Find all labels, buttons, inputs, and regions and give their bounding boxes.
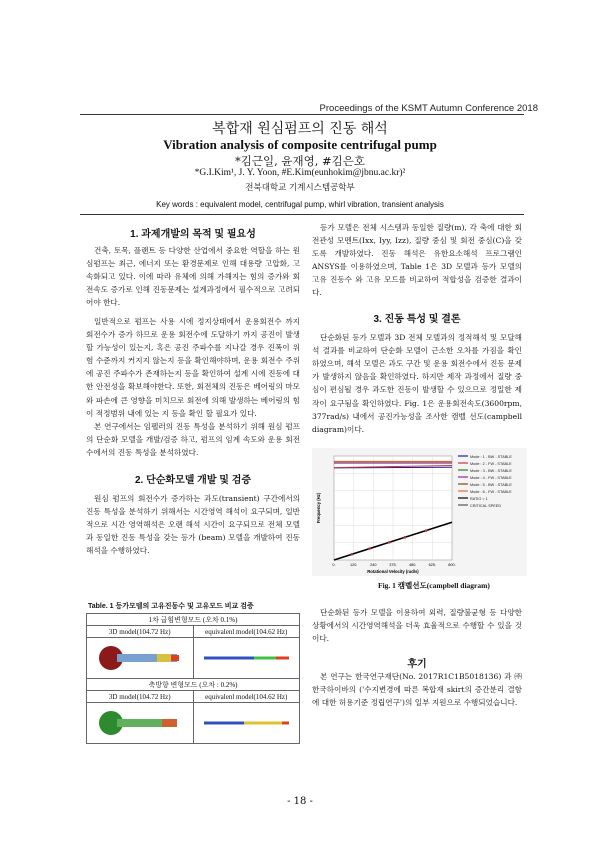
comparison-table: [86, 613, 300, 744]
section-1-title: 1. 과제개발의 목적 및 필요성: [130, 229, 256, 240]
table-cell: 3D model(104.72 Hz): [87, 691, 194, 703]
keywords-rule: [80, 214, 524, 215]
table-cell-image: [87, 638, 194, 679]
pump-3d-bending-render: [87, 638, 192, 678]
title-english: Vibration analysis of composite centrifugal pump: [163, 137, 437, 152]
table-cell-image: [87, 703, 194, 744]
section-1-body: [86, 244, 300, 459]
x-tick-label: 375.: [389, 563, 397, 567]
proceedings-header: Proceedings of the KSMT Autumn Conference 2018: [319, 103, 538, 114]
x-tick-label: 240: [370, 563, 377, 567]
x-tick-label: 800.: [448, 563, 456, 567]
left-column: [86, 221, 300, 557]
authors-korean: *김근일, 윤재영, #김은호: [235, 154, 365, 168]
acknowledgment-title: 후기: [407, 659, 427, 670]
x-tick-label: 120.: [349, 563, 358, 567]
legend-label: Mode : 3 - BW - STABLE: [470, 469, 512, 473]
x-tick-label: 480.: [408, 563, 417, 567]
paragraph: 등가 모델은 전체 시스템과 동일한 질량(m), 각 축에 대한 회전관성 모멘트(Ixx, Iyy, Izz), 질량 중심 및 회전 중심(C)을 갖도록 개발하였다. 진동 해석은 유한요소해석 프로그램인 ANSYS를 이용하였으며, Table 1은 3D 모델과 등가 모델의 고유 진동수 와 고유 모드를 비교하여 적합성을 검증한 결과이다.: [312, 223, 522, 298]
section-3-body: [312, 331, 522, 435]
table-cell-image: [193, 703, 300, 744]
paragraph: 단순화된 등가 모델과 3D 전체 모델과의 정적해석 및 모달해석 결과를 비교하여 단순화 모델이 근소한 오차를 가짐을 확인하였으며, 해석 모델은 과도 구간 및 운용 회전수에서 진동 문제가 발생하지 않음을 확인하였다. 하지만 제작 과정에서 질량 중심이 편심될 경우 과도한 진동이 발생할 수 있으므로 정밀한 제작이 요구됨을 확인하였다. Fig. 1은 운용회전속도(3600rpm, 377rad/s) 내에서 공진가능성을 조사한 캠벨 선도(campbell diagram)이다.: [312, 333, 522, 434]
paragraph: 원심 펌프의 회전수가 증가하는 과도(transient) 구간에서의 진동 특성을 분석하기 위해서는 시간영역 해석이 요구되며, 일반적으로 시간 영역해석은 오랜 해석 시간이 요구되므로 전체 모델과 동일한 진동 특성을 갖는 등가 (beam) 모델을 개발하여 진동해석을 수행하였다.: [86, 493, 300, 555]
table-row-header: 1차 굽힘변형모드 (오차 0.1%): [87, 614, 300, 626]
section-3-title: 3. 진동 특성 및 결론: [373, 314, 461, 326]
acknowledgment-body: [312, 670, 522, 709]
paragraph: 본 연구에서는 임펠러의 진동 특성을 분석하기 위해 원심 펌프의 단순화 모델을 개발/검증 하고, 펌프의 임계 속도와 운용 회전수에서의 진동 특성을 분석하였다.: [86, 421, 300, 457]
table-cell: 3D model(104.72 Hz): [87, 626, 194, 638]
figure-caption: Fig. 1 캠벨선도(campbell diagram): [378, 581, 490, 590]
x-axis-label: Rotational Velocity (rad/s): [367, 569, 419, 574]
conclusion-body: [312, 606, 522, 645]
title-korean: 복합재 원심펌프의 진동 해석: [212, 121, 388, 137]
pump-3d-axial-render: [87, 703, 192, 743]
section-2-title: 2. 단순화모델 개발 및 검증: [134, 474, 252, 486]
legend-label: Mode : 2 - FW - STABLE: [470, 462, 512, 466]
page-number: - 18 -: [287, 796, 313, 807]
legend-label: Mode : 5 - BW - STABLE: [470, 483, 512, 487]
legend-label: RATIO = 1: [470, 497, 488, 501]
critical-speed-marker: [404, 536, 407, 539]
equivalent-bending-render: [194, 638, 299, 678]
table-cell-image: [193, 638, 300, 679]
paragraph: 일반적으로 펌프는 사용 시에 정지상태에서 운용회전수 까지 회전수가 증가 하므로 운용 회전수에 도달하기 까지 공진이 발생할 가능성이 있는지, 혹은 공진 주파수를 지나갈 경우 진폭이 위험 수준까지 커지지 않는지 등을 확인해야하며, 운용 회전수 주위에 공진 주파수가 존재하는지 등을 확인하여 설계 시에 진동에 대한 안전성을 확보해야한다. 또한, 회전체의 진동은 베어링의 마모와 파손에 큰 영향을 미치므로 회전에 의해 발생하는 베어링의 힘이 적정범위 내에 있는 지 등을 확인 할 필요가 있다.: [86, 317, 300, 418]
legend-label: Mode : 4 - FW - STABLE: [470, 476, 512, 480]
table-row-header: 축방향 변형모드 (오차 : 0.2%): [87, 679, 300, 691]
campbell-diagram: [312, 448, 527, 576]
authors-english: *G.I.Kim¹, J. Y. Yoon, #E.Kim(eunhokim@jbnu.ac.kr)²: [194, 168, 406, 178]
legend-label: Mode : 1 - BW - STABLE: [470, 455, 512, 459]
table-cell: equivalenl model(104.62 Hz): [193, 626, 300, 638]
paragraph: 단순화된 등가 모델을 이용하여 외력, 질량불균형 등 다양한 상황에서의 시간영역해석을 더욱 효율적으로 수행할 수 있을 것이다.: [312, 608, 522, 644]
x-tick-label: 625.: [428, 563, 437, 567]
critical-speed-marker: [388, 541, 391, 544]
critical-speed-marker: [425, 529, 428, 532]
x-tick-label: 0.: [332, 563, 336, 567]
keywords: Key words : equivalent model, centrifugal pump, whirl vibration, transient analysis: [156, 200, 444, 209]
right-column: [312, 221, 522, 436]
affiliation: 전북대학교 기계시스템공학부: [245, 183, 355, 193]
y-axis-label: Frequency (Hz): [316, 492, 321, 524]
critical-speed-marker: [350, 553, 353, 556]
equivalent-axial-render: [194, 703, 299, 743]
table-cell: equivalenl model(104.62 Hz): [193, 691, 300, 703]
legend-label: CRITICAL SPEED: [470, 504, 502, 508]
model-description: [312, 221, 522, 299]
section-2-body: [86, 492, 300, 557]
paragraph: 본 연구는 한국연구재단(No. 2017R1C1B5018136) 과 ㈜ 한국하이바의 ('수지변경에 따른 복합재 skirt의 증간분리 결함에 대한 허용기준 정립연구')의 일부 지원으로 수행되었습니다.: [312, 672, 522, 708]
critical-speed-marker: [368, 547, 371, 550]
header-rule: [80, 114, 524, 115]
paragraph: 건축, 토목, 플랜트 등 다양한 산업에서 중요한 역할을 하는 원심펌프는 최근, 에너지 또는 환경문제로 인해 대용량 고압화, 고속화되고 있다. 이에 따라 유체에 의해 가해지는 힘의 증가와 회전속도 증가로 인해 진동문제는 설계과정에서 필수적으로 고려되어야 한다.: [86, 246, 300, 308]
legend-label: Mode : 6 - FW - STABLE: [470, 490, 512, 494]
table-caption: Table. 1 등가모델의 고유진동수 및 고유모드 비교 검증: [88, 603, 254, 610]
